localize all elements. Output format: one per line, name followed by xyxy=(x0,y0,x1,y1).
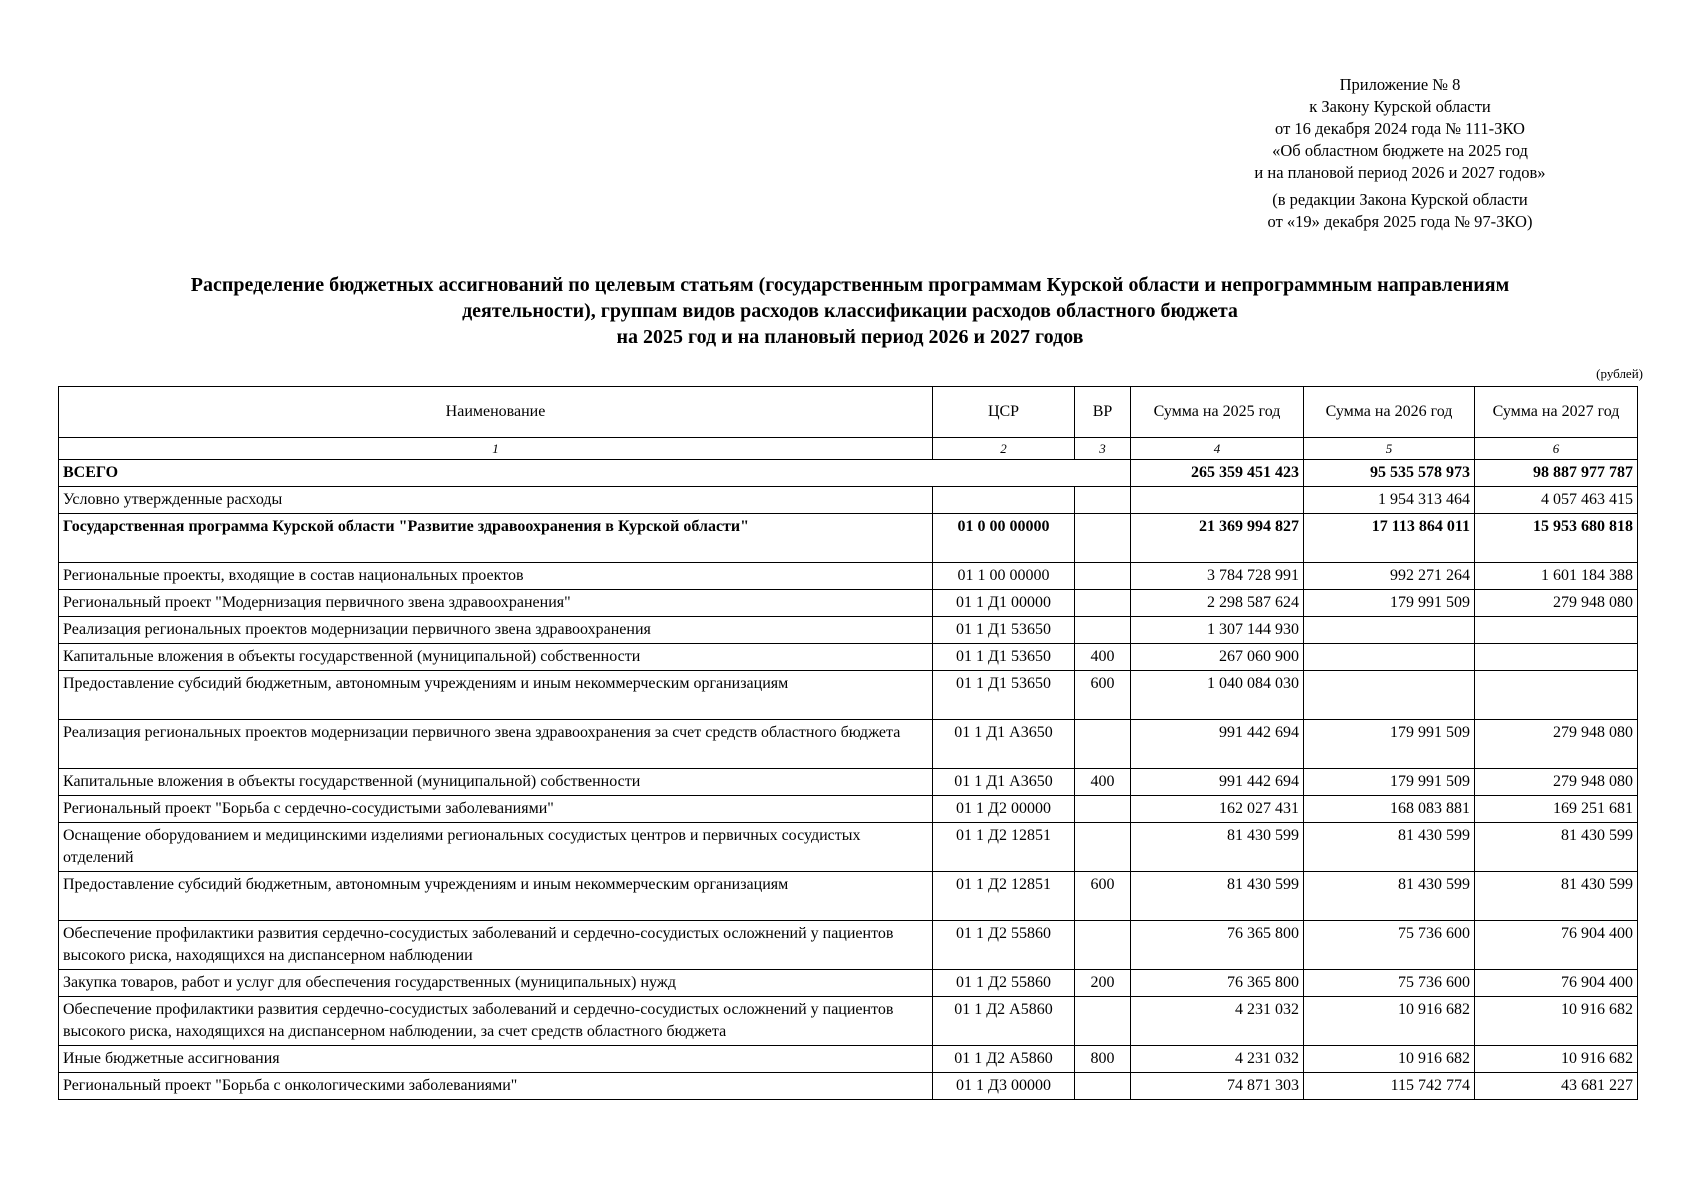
row-vr-cell xyxy=(1075,720,1131,769)
column-number: 6 xyxy=(1475,438,1638,460)
column-number-row xyxy=(59,438,1638,460)
row-sum-2026-cell: 168 083 881 xyxy=(1304,796,1475,823)
row-name-cell: Реализация региональных проектов модернизации первичного звена здравоохранения xyxy=(59,617,933,644)
row-csr-cell: 01 1 Д2 А5860 xyxy=(933,1046,1075,1073)
column-number: 5 xyxy=(1304,438,1475,460)
row-name-cell: Иные бюджетные ассигнования xyxy=(59,1046,933,1073)
row-sum-2026-cell: 179 991 509 xyxy=(1304,590,1475,617)
row-sum-2026-cell xyxy=(1304,644,1475,671)
row-sum-2027-cell xyxy=(1475,644,1638,671)
units-label: (рублей) xyxy=(1596,366,1643,381)
row-sum-2026-cell: 179 991 509 xyxy=(1304,720,1475,769)
appendix-line: и на плановой период 2026 и 2027 годов» xyxy=(1254,163,1546,182)
table-row xyxy=(59,921,1638,970)
row-name-cell: Реализация региональных проектов модернизации первичного звена здравоохранения за счет средств областного бюджета xyxy=(59,720,933,769)
row-name-cell: Предоставление субсидий бюджетным, автономным учреждениям и иным некоммерческим организациям xyxy=(59,872,933,921)
row-csr-cell xyxy=(933,487,1075,514)
row-sum-2027-cell: 43 681 227 xyxy=(1475,1073,1638,1100)
header-sum-2025: Сумма на 2025 год xyxy=(1131,387,1304,438)
row-sum-2026-cell xyxy=(1304,617,1475,644)
row-name-cell: Региональный проект "Модернизация первичного звена здравоохранения" xyxy=(59,590,933,617)
row-sum-2025-cell: 21 369 994 827 xyxy=(1131,514,1304,563)
row-csr-cell: 01 1 Д2 12851 xyxy=(933,823,1075,872)
row-sum-2027-cell: 76 904 400 xyxy=(1475,921,1638,970)
row-vr-cell xyxy=(1075,796,1131,823)
row-vr-cell xyxy=(1075,617,1131,644)
row-sum-2026-cell: 992 271 264 xyxy=(1304,563,1475,590)
row-sum-2027-cell: 10 916 682 xyxy=(1475,997,1638,1046)
row-sum-2027-cell xyxy=(1475,617,1638,644)
row-sum-2025-cell: 1 040 084 030 xyxy=(1131,671,1304,720)
appendix-line: (в редакции Закона Курской области xyxy=(1272,190,1528,209)
appendix-line: к Закону Курской области xyxy=(1309,97,1491,116)
table-row xyxy=(59,970,1638,997)
table-row xyxy=(59,796,1638,823)
row-name-cell: Предоставление субсидий бюджетным, автономным учреждениям и иным некоммерческим организациям xyxy=(59,671,933,720)
row-sum-2025-cell: 1 307 144 930 xyxy=(1131,617,1304,644)
table-row xyxy=(59,514,1638,563)
row-sum-2025-cell: 3 784 728 991 xyxy=(1131,563,1304,590)
row-sum-2025-cell: 4 231 032 xyxy=(1131,1046,1304,1073)
column-number: 4 xyxy=(1131,438,1304,460)
total-sum-2027: 98 887 977 787 xyxy=(1475,460,1638,487)
row-csr-cell: 01 1 Д2 А5860 xyxy=(933,997,1075,1046)
title-line: Распределение бюджетных ассигнований по целевым статьям (государственным программам Курской области и непрограммным направлениям xyxy=(190,274,1510,296)
row-sum-2027-cell: 1 601 184 388 xyxy=(1475,563,1638,590)
row-vr-cell: 400 xyxy=(1075,769,1131,796)
table-row xyxy=(59,997,1638,1046)
row-csr-cell: 01 1 Д1 53650 xyxy=(933,644,1075,671)
row-sum-2025-cell: 2 298 587 624 xyxy=(1131,590,1304,617)
title-line: на 2025 год и на плановый период 2026 и 2027 годов xyxy=(616,326,1084,348)
row-vr-cell xyxy=(1075,921,1131,970)
appendix-line: от 16 декабря 2024 года № 111-ЗКО xyxy=(1275,119,1525,138)
table-row xyxy=(59,487,1638,514)
budget-table xyxy=(58,386,1638,1100)
document-title xyxy=(60,272,1640,350)
row-vr-cell xyxy=(1075,487,1131,514)
row-csr-cell: 01 0 00 00000 xyxy=(933,514,1075,563)
row-csr-cell: 01 1 Д2 00000 xyxy=(933,796,1075,823)
row-vr-cell: 200 xyxy=(1075,970,1131,997)
header-sum-2027: Сумма на 2027 год xyxy=(1475,387,1638,438)
appendix-line: «Об областном бюджете на 2025 год xyxy=(1272,141,1528,160)
row-sum-2025-cell: 162 027 431 xyxy=(1131,796,1304,823)
row-vr-cell: 400 xyxy=(1075,644,1131,671)
table-row xyxy=(59,720,1638,769)
header-row xyxy=(59,387,1638,438)
row-name-cell: Капитальные вложения в объекты государственной (муниципальной) собственности xyxy=(59,769,933,796)
row-csr-cell: 01 1 Д2 12851 xyxy=(933,872,1075,921)
row-sum-2026-cell: 115 742 774 xyxy=(1304,1073,1475,1100)
row-csr-cell: 01 1 Д3 00000 xyxy=(933,1073,1075,1100)
row-sum-2026-cell: 10 916 682 xyxy=(1304,1046,1475,1073)
row-vr-cell xyxy=(1075,997,1131,1046)
column-number: 2 xyxy=(933,438,1075,460)
row-name-cell: Региональный проект "Борьба с сердечно-сосудистыми заболеваниями" xyxy=(59,796,933,823)
row-vr-cell xyxy=(1075,563,1131,590)
table-row xyxy=(59,1073,1638,1100)
row-name-cell: Региональный проект "Борьба с онкологическими заболеваниями" xyxy=(59,1073,933,1100)
row-csr-cell: 01 1 Д1 00000 xyxy=(933,590,1075,617)
row-sum-2025-cell: 267 060 900 xyxy=(1131,644,1304,671)
row-sum-2025-cell: 81 430 599 xyxy=(1131,823,1304,872)
row-vr-cell: 600 xyxy=(1075,872,1131,921)
row-sum-2026-cell xyxy=(1304,671,1475,720)
table-row xyxy=(59,823,1638,872)
row-sum-2027-cell: 15 953 680 818 xyxy=(1475,514,1638,563)
row-sum-2025-cell: 991 442 694 xyxy=(1131,769,1304,796)
row-sum-2027-cell: 81 430 599 xyxy=(1475,823,1638,872)
row-sum-2026-cell: 81 430 599 xyxy=(1304,872,1475,921)
row-sum-2025-cell: 74 871 303 xyxy=(1131,1073,1304,1100)
row-name-cell: Региональные проекты, входящие в состав национальных проектов xyxy=(59,563,933,590)
table-row xyxy=(59,872,1638,921)
table-row xyxy=(59,671,1638,720)
row-sum-2027-cell: 76 904 400 xyxy=(1475,970,1638,997)
header-name: Наименование xyxy=(59,387,933,438)
row-name-cell: Обеспечение профилактики развития сердечно-сосудистых заболеваний и сердечно-сосудистых осложнений у пациентов высокого риска, находящихся на диспансерном наблюдении, за счет средств областного бюджета xyxy=(59,997,933,1046)
row-csr-cell: 01 1 Д2 55860 xyxy=(933,970,1075,997)
row-csr-cell: 01 1 00 00000 xyxy=(933,563,1075,590)
row-sum-2025-cell: 76 365 800 xyxy=(1131,970,1304,997)
row-vr-cell: 800 xyxy=(1075,1046,1131,1073)
row-sum-2026-cell: 10 916 682 xyxy=(1304,997,1475,1046)
table-row xyxy=(59,1046,1638,1073)
total-row xyxy=(59,460,1638,487)
row-sum-2027-cell: 169 251 681 xyxy=(1475,796,1638,823)
row-csr-cell: 01 1 Д2 55860 xyxy=(933,921,1075,970)
row-sum-2025-cell: 991 442 694 xyxy=(1131,720,1304,769)
total-sum-2026: 95 535 578 973 xyxy=(1304,460,1475,487)
row-name-cell: Государственная программа Курской области "Развитие здравоохранения в Курской области" xyxy=(59,514,933,563)
row-vr-cell xyxy=(1075,590,1131,617)
column-number: 1 xyxy=(59,438,933,460)
row-csr-cell: 01 1 Д1 А3650 xyxy=(933,769,1075,796)
row-vr-cell xyxy=(1075,823,1131,872)
row-vr-cell xyxy=(1075,514,1131,563)
table-row xyxy=(59,617,1638,644)
row-sum-2025-cell xyxy=(1131,487,1304,514)
header-vr: ВР xyxy=(1075,387,1131,438)
row-sum-2026-cell: 17 113 864 011 xyxy=(1304,514,1475,563)
row-sum-2027-cell xyxy=(1475,671,1638,720)
row-csr-cell: 01 1 Д1 53650 xyxy=(933,617,1075,644)
row-vr-cell: 600 xyxy=(1075,671,1131,720)
table-row xyxy=(59,590,1638,617)
row-sum-2027-cell: 279 948 080 xyxy=(1475,720,1638,769)
row-sum-2026-cell: 75 736 600 xyxy=(1304,970,1475,997)
row-sum-2027-cell: 279 948 080 xyxy=(1475,769,1638,796)
row-sum-2026-cell: 1 954 313 464 xyxy=(1304,487,1475,514)
appendix-line: от «19» декабря 2025 года № 97-ЗКО) xyxy=(1267,212,1533,231)
total-sum-2025: 265 359 451 423 xyxy=(1131,460,1304,487)
header-sum-2026: Сумма на 2026 год xyxy=(1304,387,1475,438)
header-csr: ЦСР xyxy=(933,387,1075,438)
row-name-cell: Оснащение оборудованием и медицинскими изделиями региональных сосудистых центров и первичных сосудистых отделений xyxy=(59,823,933,872)
row-sum-2026-cell: 81 430 599 xyxy=(1304,823,1475,872)
row-sum-2027-cell: 4 057 463 415 xyxy=(1475,487,1638,514)
table-row xyxy=(59,644,1638,671)
row-csr-cell: 01 1 Д1 А3650 xyxy=(933,720,1075,769)
appendix-block xyxy=(1190,74,1610,233)
row-name-cell: Закупка товаров, работ и услуг для обеспечения государственных (муниципальных) нужд xyxy=(59,970,933,997)
row-sum-2025-cell: 76 365 800 xyxy=(1131,921,1304,970)
row-name-cell: Капитальные вложения в объекты государственной (муниципальной) собственности xyxy=(59,644,933,671)
appendix-line: Приложение № 8 xyxy=(1339,75,1461,94)
column-number: 3 xyxy=(1075,438,1131,460)
row-sum-2026-cell: 179 991 509 xyxy=(1304,769,1475,796)
row-csr-cell: 01 1 Д1 53650 xyxy=(933,671,1075,720)
table-row xyxy=(59,769,1638,796)
row-vr-cell xyxy=(1075,1073,1131,1100)
row-sum-2027-cell: 81 430 599 xyxy=(1475,872,1638,921)
row-sum-2026-cell: 75 736 600 xyxy=(1304,921,1475,970)
row-sum-2027-cell: 10 916 682 xyxy=(1475,1046,1638,1073)
table-row xyxy=(59,563,1638,590)
row-sum-2027-cell: 279 948 080 xyxy=(1475,590,1638,617)
title-line: деятельности), группам видов расходов классификации расходов областного бюджета xyxy=(462,300,1238,322)
row-sum-2025-cell: 81 430 599 xyxy=(1131,872,1304,921)
row-name-cell: Условно утвержденные расходы xyxy=(59,487,933,514)
row-sum-2025-cell: 4 231 032 xyxy=(1131,997,1304,1046)
total-label: ВСЕГО xyxy=(59,460,1131,487)
row-name-cell: Обеспечение профилактики развития сердечно-сосудистых заболеваний и сердечно-сосудистых осложнений у пациентов высокого риска, находящихся на диспансерном наблюдении xyxy=(59,921,933,970)
